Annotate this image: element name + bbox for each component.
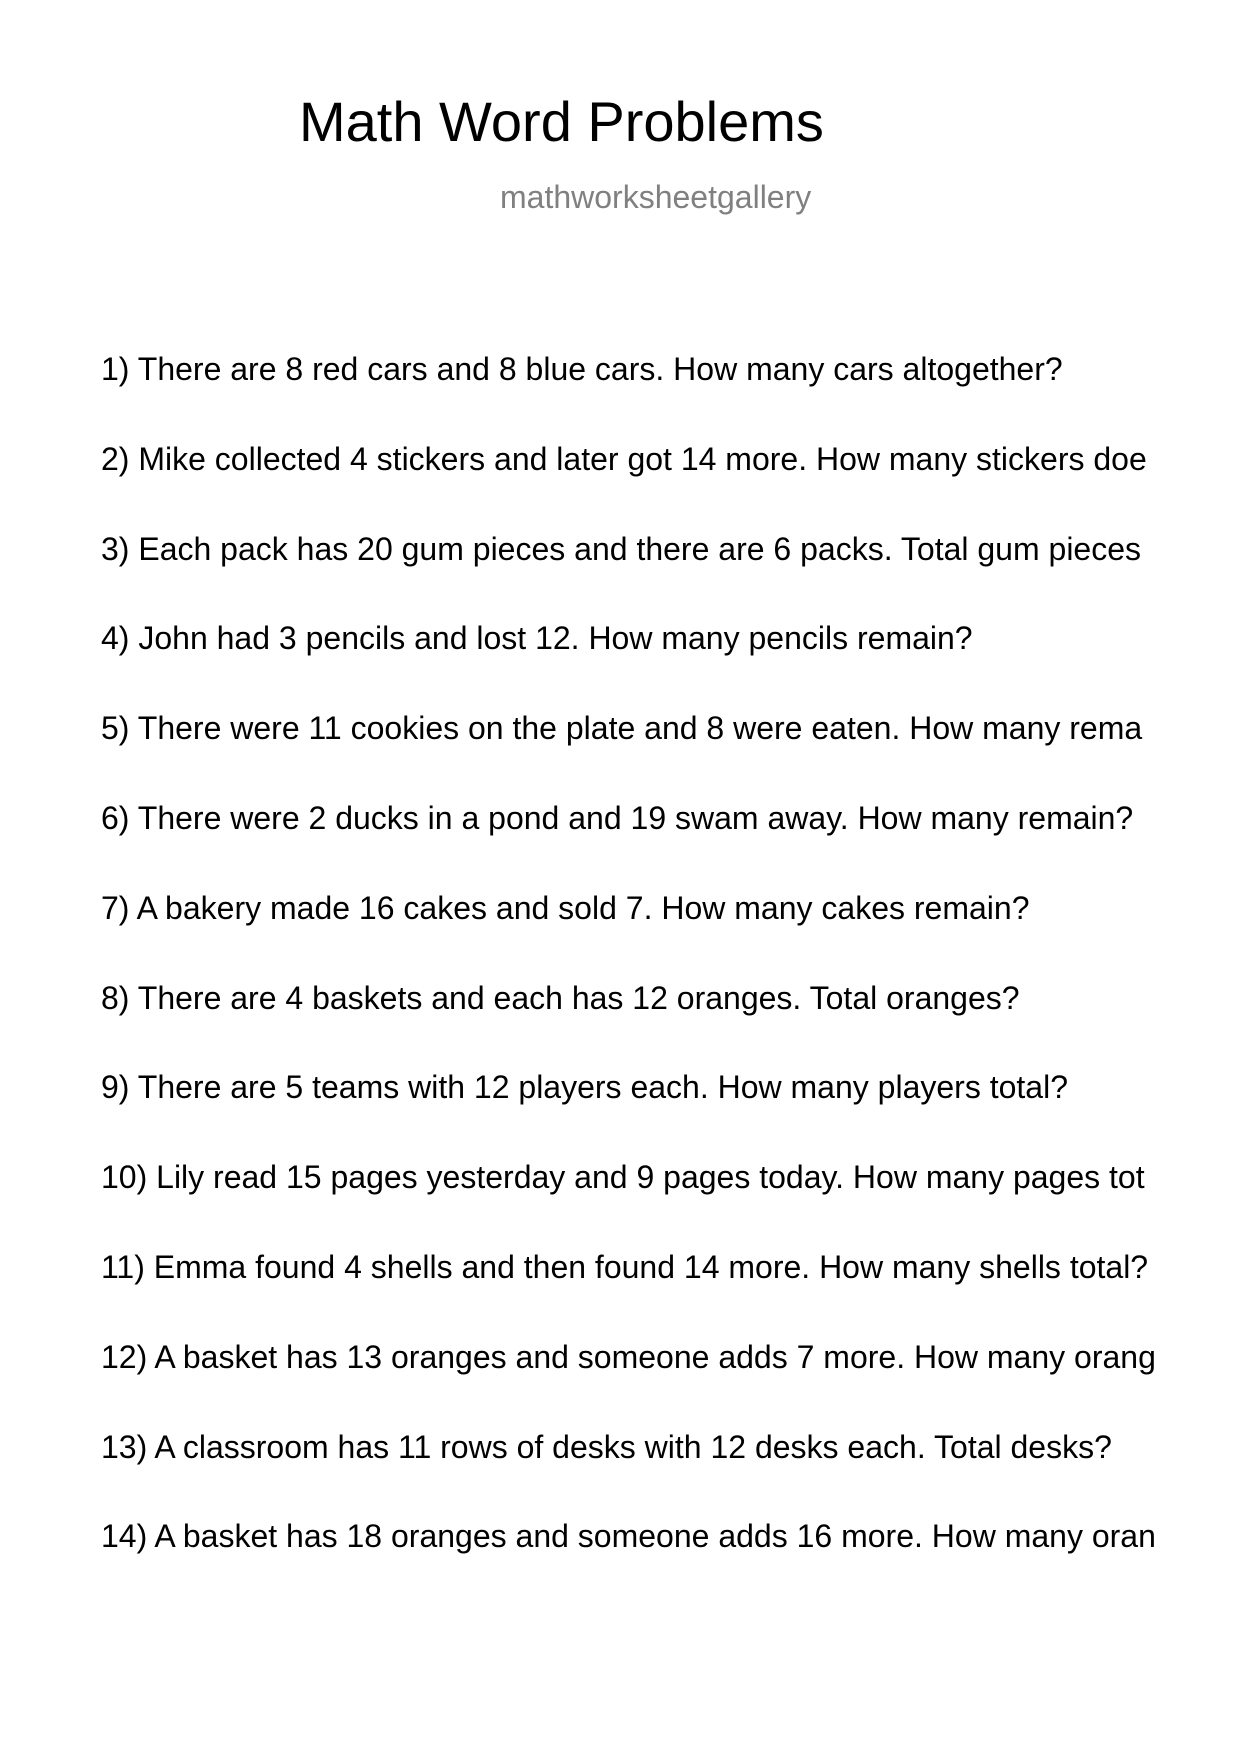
problem-number: 4): [101, 620, 130, 657]
problem-list: [101, 349, 1156, 1606]
problem-text: Emma found 4 shells and then found 14 more. How many shells total?: [153, 1248, 1149, 1285]
problem-number: 14): [101, 1518, 148, 1555]
problem-text: There are 8 red cars and 8 blue cars. How many cars altogether?: [137, 351, 1063, 387]
problem-text: Mike collected 4 stickers and later got 14 more. How many stickers doe: [138, 440, 1147, 477]
problem-text: There are 4 baskets and each has 12 oranges. Total oranges?: [137, 979, 1020, 1016]
problem-number: 2): [101, 440, 130, 477]
problem-text: There were 11 cookies on the plate and 8 were eaten. How many rema: [137, 710, 1143, 747]
problem-item: [101, 529, 1156, 619]
problem-item: [101, 1247, 1156, 1337]
problem-number: 13): [101, 1428, 148, 1465]
problem-item: [101, 1516, 1156, 1606]
problem-item: [101, 978, 1156, 1068]
problem-item: [101, 618, 1156, 708]
problem-text: There were 2 ducks in a pond and 19 swam away. How many remain?: [137, 799, 1134, 836]
problem-number: 11): [101, 1248, 145, 1285]
problem-number: 12): [101, 1338, 148, 1375]
problem-item: [101, 708, 1156, 798]
problem-number: 6): [101, 799, 130, 836]
problem-text: A basket has 18 oranges and someone adds 16 more. How many oran: [154, 1518, 1156, 1555]
problem-number: 7): [101, 889, 130, 926]
problem-number: 1): [101, 351, 130, 387]
problem-item: [101, 888, 1156, 978]
problem-item: [101, 1157, 1156, 1247]
problem-text: Lily read 15 pages yesterday and 9 pages today. How many pages tot: [156, 1159, 1145, 1196]
problem-text: There are 5 teams with 12 players each. How many players total?: [137, 1069, 1068, 1106]
problem-text: Each pack has 20 gum pieces and there are 6 packs. Total gum pieces: [138, 530, 1142, 567]
source-watermark: mathworksheetgallery: [500, 179, 812, 215]
problem-text: John had 3 pencils and lost 12. How many pencils remain?: [138, 620, 973, 657]
problem-text: A classroom has 11 rows of desks with 12 desks each. Total desks?: [154, 1428, 1112, 1465]
page-title: Math Word Problems: [299, 90, 824, 153]
problem-number: 8): [101, 979, 130, 1016]
problem-item: [101, 1337, 1156, 1427]
problem-number: 10): [101, 1159, 148, 1196]
problem-text: A basket has 13 oranges and someone adds 7 more. How many orang: [154, 1338, 1156, 1375]
problem-item: [101, 1427, 1156, 1517]
problem-item: [101, 1067, 1156, 1157]
problem-item: [101, 439, 1156, 529]
problem-item: [101, 798, 1156, 888]
problem-text: A bakery made 16 cakes and sold 7. How many cakes remain?: [136, 889, 1030, 926]
problem-number: 9): [101, 1069, 130, 1106]
problem-number: 5): [101, 710, 130, 747]
problem-item: [101, 349, 1156, 439]
problem-number: 3): [101, 530, 130, 567]
